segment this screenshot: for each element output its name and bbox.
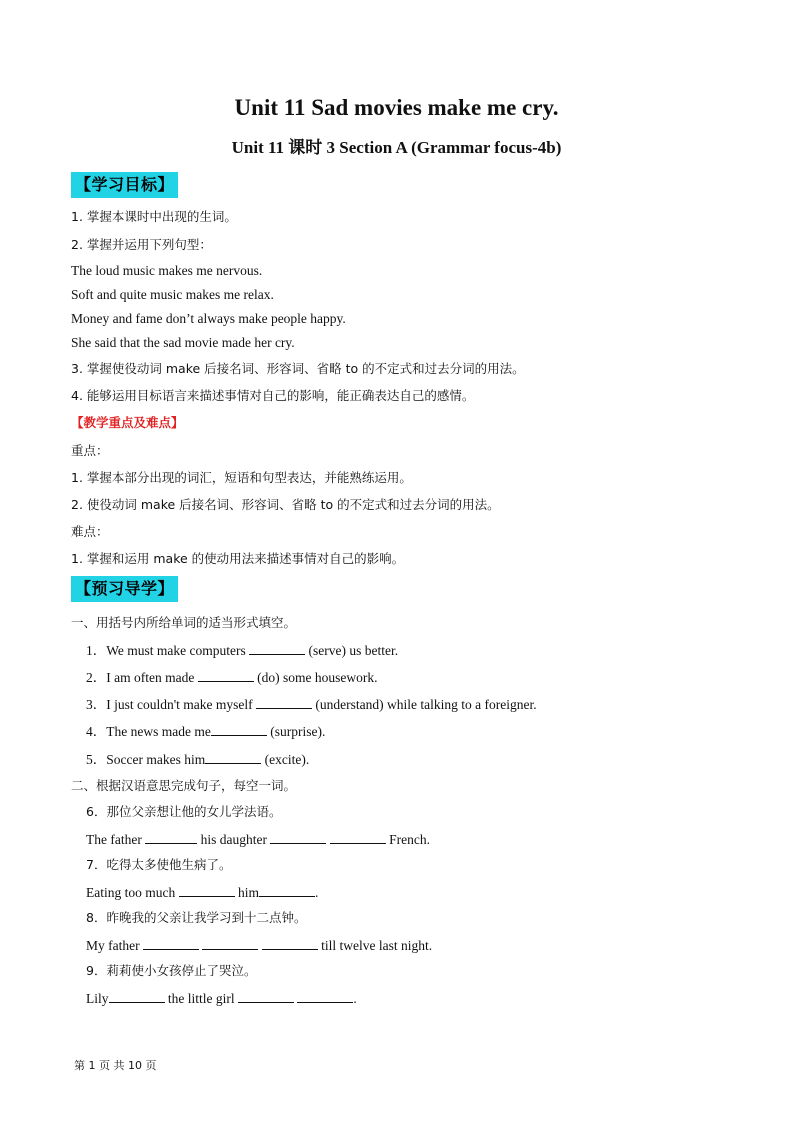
exercise-item: 4．The news made me (surprise). — [86, 724, 326, 739]
answer-blank[interactable] — [205, 750, 261, 764]
objectives-heading: 【学习目标】 — [71, 172, 178, 198]
objective-sentence: The loud music makes me nervous. — [71, 263, 263, 278]
answer-blank[interactable] — [270, 830, 326, 844]
answer-blank[interactable] — [145, 830, 197, 844]
answer-blank[interactable] — [249, 641, 305, 655]
exercise-item: Eating too much him . — [86, 885, 319, 900]
answer-blank[interactable] — [297, 989, 353, 1003]
exercise-prompt: 9．莉莉使小女孩停止了哭泣。 — [86, 963, 257, 978]
answer-blank[interactable] — [262, 936, 318, 950]
difficulty-item: 1. 掌握和运用 make 的使动用法来描述事情对自己的影响。 — [71, 551, 405, 566]
answer-blank[interactable] — [256, 695, 312, 709]
answer-blank[interactable] — [211, 722, 267, 736]
exercise-item: 1．We must make computers (serve) us better. — [86, 643, 399, 658]
exercise-prompt: 7．吃得太多使他生病了。 — [86, 857, 232, 872]
focus-item: 2. 使役动词 make 后接名词、形容词、省略 to 的不定式和过去分词的用法。 — [71, 497, 500, 512]
exercise-prompt: 6．那位父亲想让他的女儿学法语。 — [86, 804, 282, 819]
exercise-item: 5．Soccer makes him (excite). — [86, 752, 310, 767]
part1-title: 一、用括号内所给单词的适当形式填空。 — [71, 615, 297, 630]
difficulty-label: 难点： — [71, 524, 109, 539]
focus-label: 重点： — [71, 443, 109, 458]
exercise-prompt: 8．昨晚我的父亲让我学习到十二点钟。 — [86, 910, 307, 925]
page-footer: 第 1 页 共 10 页 — [74, 1059, 157, 1072]
objective-item: 4. 能够运用目标语言来描述事情对自己的影响，能正确表达自己的感情。 — [71, 388, 475, 403]
objective-item: 1. 掌握本课时中出现的生词。 — [71, 209, 237, 224]
objective-item: 3. 掌握使役动词 make 后接名词、形容词、省略 to 的不定式和过去分词的用法。 — [71, 361, 525, 376]
objective-sentence: Soft and quite music makes me relax. — [71, 287, 274, 302]
exercise-item: My father till twelve last night. — [86, 938, 433, 953]
preview-heading: 【预习导学】 — [71, 576, 178, 602]
answer-blank[interactable] — [198, 668, 254, 682]
page-title: Unit 11 Sad movies make me cry. — [234, 95, 559, 120]
exercise-item: Lily the little girl . — [86, 991, 357, 1006]
exercise-item: The father his daughter French. — [86, 832, 430, 847]
page-subtitle: Unit 11 课时 3 Section A (Grammar focus-4b) — [231, 138, 562, 157]
key-points-heading: 【教学重点及难点】 — [71, 415, 184, 430]
exercise-item: 2．I am often made (do) some housework. — [86, 670, 378, 685]
objective-sentence: Money and fame don’t always make people happy. — [71, 311, 346, 326]
answer-blank[interactable] — [143, 936, 199, 950]
part2-title: 二、根据汉语意思完成句子，每空一词。 — [71, 778, 297, 793]
focus-item: 1. 掌握本部分出现的词汇，短语和句型表达，并能熟练运用。 — [71, 470, 412, 485]
answer-blank[interactable] — [109, 989, 165, 1003]
answer-blank[interactable] — [179, 883, 235, 897]
exercise-item: 3．I just couldn't make myself (understand) while talking to a foreigner. — [86, 697, 537, 712]
answer-blank[interactable] — [202, 936, 258, 950]
answer-blank[interactable] — [330, 830, 386, 844]
objective-sentence: She said that the sad movie made her cry. — [71, 335, 295, 350]
answer-blank[interactable] — [259, 883, 315, 897]
answer-blank[interactable] — [238, 989, 294, 1003]
objective-item: 2. 掌握并运用下列句型： — [71, 237, 212, 252]
